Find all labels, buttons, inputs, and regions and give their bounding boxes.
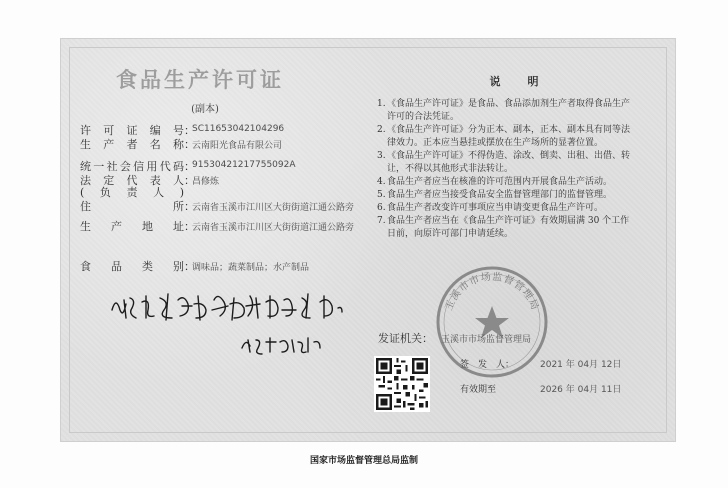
handwritten-note	[110, 288, 360, 358]
qr-code	[374, 356, 430, 412]
instruction-item: 3.《食品生产许可证》不得伪造、涂改、倒卖、出租、出借、转让，不得以其他形式非法转让。	[377, 151, 631, 174]
field-label-legal-rep: 法定代表人	[80, 174, 184, 187]
issuer-label: 发证机关：	[378, 332, 433, 345]
field-colon: ：	[184, 260, 195, 273]
field-label-residence: 住所	[80, 200, 184, 213]
copy-label: (副本)	[191, 104, 219, 115]
instructions-list	[377, 98, 635, 241]
valid-until-date: 2026 年 04月 11日	[540, 385, 622, 395]
field-colon: ：	[184, 124, 195, 137]
field-label-license-number: 许可证编号	[80, 124, 184, 137]
issue-date: 2021 年 04月 12日	[540, 360, 622, 370]
field-label-responsible: (负责人)	[80, 186, 184, 199]
instruction-item: 5.食品生产者应当接受食品安全监督管理部门的监督管理。	[377, 190, 613, 200]
field-colon: ：	[184, 220, 195, 233]
field-label-production-address: 生产地址	[80, 220, 184, 233]
field-value-legal-rep: 昌修炼	[192, 177, 220, 187]
issuer-value: 玉溪市市场监督管理局	[441, 335, 532, 345]
field-value-production-address: 云南省玉溪市江川区大街街道江通公路旁	[192, 223, 355, 233]
field-label-food-category: 食品类别	[80, 260, 184, 273]
field-colon: ：	[184, 138, 195, 151]
field-label-credit-code: 统一社会信用代码	[80, 160, 184, 173]
instruction-item: 4.食品生产者应当在核准的许可范围内开展食品生产活动。	[377, 177, 613, 187]
valid-until-label: 有效期至	[460, 385, 497, 395]
field-value-license-number: SC11653042104296	[192, 124, 285, 134]
certificate-title: 食品生产许可证	[116, 67, 284, 92]
field-value-producer-name: 云南阳光食品有限公司	[192, 141, 283, 151]
field-colon: ：	[184, 160, 195, 173]
instruction-item: 7.食品生产者应当在《食品生产许可证》有效期届满 30 个工作日前，向原许可部门申请延续。	[377, 216, 630, 239]
field-colon: ：	[184, 174, 195, 187]
instruction-item: 1.《食品生产许可证》是食品、食品添加剂生产者取得食品生产许可的合法凭证。	[377, 99, 631, 122]
instruction-item: 6.食品生产者改变许可事项应当申请变更食品生产许可。	[377, 203, 604, 213]
footer-supervision: 国家市场监督管理总局监制	[309, 456, 418, 466]
instructions-title: 说 明	[489, 75, 547, 88]
field-value-credit-code: 91530421217755092А	[192, 160, 296, 170]
signer-label: 签 发 人：	[460, 360, 515, 370]
field-colon: ：	[184, 200, 195, 213]
seal-text: 玉溪市市场监督管理局	[443, 271, 541, 313]
field-value-food-category: 调味品；蔬菜制品；水产制品	[192, 263, 310, 273]
field-value-residence: 云南省玉溪市江川区大街街道江通公路旁	[192, 203, 355, 213]
svg-text:玉溪市市场监督管理局	[443, 270, 542, 313]
field-label-producer-name: 生产者名称	[80, 138, 184, 151]
instruction-item: 2.《食品生产许可证》分为正本、副本，正本、副本具有同等法律效力。正本应当悬挂或摆放在生产场所的显著位置。	[377, 125, 631, 148]
